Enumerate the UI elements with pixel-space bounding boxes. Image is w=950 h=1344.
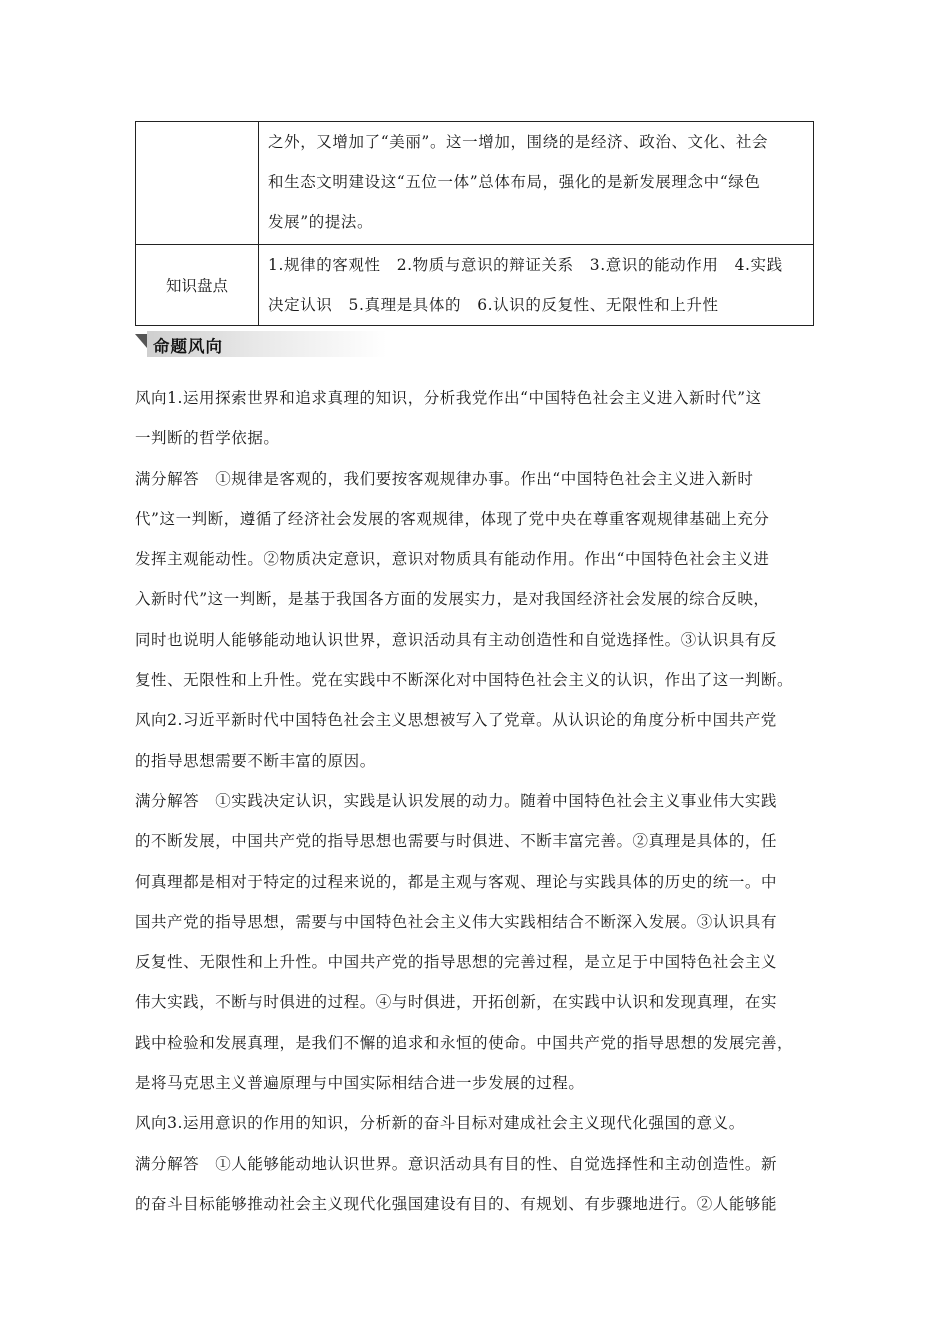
- text-line: 伟大实践，不断与时俱进的过程。④与时俱进，开拓创新，在实践中认识和发现真理，在实: [135, 993, 778, 1012]
- text-line: 的不断发展，中国共产党的指导思想也需要与时俱进、不断丰富完善。②真理是具体的，任: [135, 832, 778, 851]
- text-line: 的奋斗目标能够推动社会主义现代化强国建设有目的、有规划、有步骤地进行。②人能够能: [135, 1194, 778, 1213]
- corner-triangle-icon: [135, 334, 147, 348]
- body-text: [135, 378, 819, 1224]
- text-line: 反复性、无限性和上升性。中国共产党的指导思想的完善过程，是立足于中国特色社会主义: [135, 953, 778, 972]
- knowledge-table: [135, 121, 814, 326]
- text-line: 发挥主观能动性。②物质决定意识，意识对物质具有能动作用。作出“中国特色社会主义进: [135, 550, 770, 569]
- table-row-content: [259, 122, 814, 245]
- question-paragraph: [135, 700, 819, 781]
- text-line: 复性、无限性和上升性。党在实践中不断深化对中国特色社会主义的认识，作出了这一判断。: [135, 671, 794, 690]
- table-line: 之外，又增加了“美丽”。这一增加，围绕的是经济、政治、文化、社会: [268, 133, 769, 151]
- text-line: 满分解答 ①规律是客观的，我们要按客观规律办事。作出“中国特色社会主义进入新时: [135, 469, 754, 488]
- table-row-label: [136, 122, 259, 245]
- text-line: 风向2.习近平新时代中国特色社会主义思想被写入了党章。从认识论的角度分析中国共产党: [135, 711, 777, 730]
- table-row-content: [259, 245, 814, 326]
- table-row: [136, 245, 814, 326]
- text-line: 是将马克思主义普遍原理与中国实际相结合进一步发展的过程。: [135, 1074, 585, 1093]
- text-line: 满分解答 ①人能够能动地认识世界。意识活动具有目的性、自觉选择性和主动创造性。新: [135, 1154, 778, 1173]
- table-line: 决定认识 5.真理是具体的 6.认识的反复性、无限性和上升性: [268, 296, 719, 314]
- text-line: 风向1.运用探索世界和追求真理的知识，分析我党作出“中国特色社会主义进入新时代”这: [135, 389, 762, 407]
- text-line: 的指导思想需要不断丰富的原因。: [135, 751, 376, 770]
- text-line: 何真理都是相对于特定的过程来说的，都是主观与客观、理论与实践具体的历史的统一。中: [135, 872, 778, 891]
- text-line: 入新时代”这一判断，是基于我国各方面的发展实力，是对我国经济社会发展的综合反映，: [135, 590, 770, 609]
- text-line: 一判断的哲学依据。: [135, 429, 280, 448]
- answer-paragraph: [135, 459, 819, 701]
- table-line: 和生态文明建设这“五位一体”总体布局，强化的是新发展理念中“绿色: [268, 173, 761, 191]
- answer-paragraph: [135, 781, 819, 1103]
- text-line: 践中检验和发展真理，是我们不懈的追求和永恒的使命。中国共产党的指导思想的发展完善，: [135, 1033, 794, 1052]
- text-line: 风向3.运用意识的作用的知识，分析新的奋斗目标对建成社会主义现代化强国的意义。: [135, 1114, 745, 1133]
- question-paragraph: [135, 378, 819, 459]
- text-line: 国共产党的指导思想，需要与中国特色社会主义伟大实践相结合不断深入发展。③认识具有: [135, 912, 778, 931]
- text-line: 代”这一判断，遵循了经济社会发展的客观规律，体现了党中央在尊重客观规律基础上充分: [135, 509, 770, 528]
- text-line: 满分解答 ①实践决定认识，实践是认识发展的动力。随着中国特色社会主义事业伟大实践: [135, 791, 778, 810]
- text-line: 同时也说明人能够能动地认识世界，意识活动具有主动创造性和自觉选择性。③认识具有反: [135, 630, 778, 649]
- answer-paragraph: [135, 1144, 819, 1225]
- table-row: [136, 122, 814, 245]
- section-title: 命题风向: [153, 337, 223, 356]
- table-line: 1.规律的客观性 2.物质与意识的辩证关系 3.意识的能动作用 4.实践: [268, 256, 783, 274]
- table-row-label: 知识盘点: [136, 245, 259, 326]
- section-header: [135, 328, 395, 359]
- question-paragraph: [135, 1103, 819, 1143]
- table-line: 发展”的提法。: [268, 213, 374, 231]
